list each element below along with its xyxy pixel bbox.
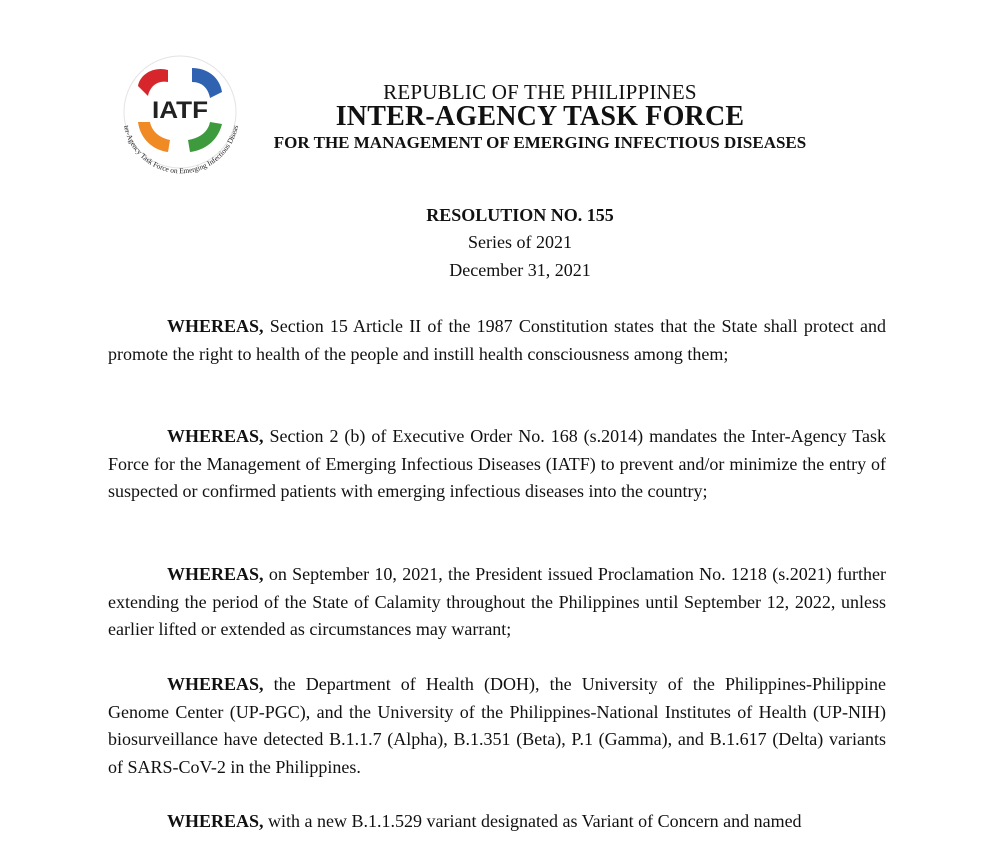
whereas-lead: WHEREAS, — [167, 811, 264, 831]
resolution-date: December 31, 2021 — [449, 260, 591, 280]
paragraph-text: the Department of Health (DOH), the University of the Philippines-Philippine Genome Center (UP-PGC), and the University of the Philippines-National Institutes of Health (UP-NIH) biosurveillance have detected B.1.1.7 (Alpha), B.1.351 (Beta), P.1 (Gamma), and B.1.617 (Delta) variants of SARS-CoV-2 in the Philippines. — [108, 674, 886, 777]
resolution-title: RESOLUTION NO. 155 — [426, 205, 614, 225]
header-management: FOR THE MANAGEMENT OF EMERGING INFECTIOUS DISEASES — [273, 133, 807, 152]
paragraph-text: Section 2 (b) of Executive Order No. 168 (s.2014) mandates the Inter-Agency Task Force for the Management of Emerging Infectious Diseases (IATF) to prevent and/or minimize the entry of suspected or confirmed patients with emerging infectious diseases into the country; — [108, 426, 886, 502]
whereas-lead: WHEREAS, — [167, 426, 264, 446]
iatf-logo — [110, 52, 250, 178]
whereas-paragraph — [108, 808, 886, 836]
header-republic: REPUBLIC OF THE PHILIPPINES — [383, 80, 697, 104]
whereas-paragraph — [108, 561, 886, 644]
header-task-force: INTER-AGENCY TASK FORCE — [335, 101, 745, 132]
paragraph-text: Section 15 Article II of the 1987 Constitution states that the State shall protect and promote the right to health of the people and instill health consciousness among them; — [108, 316, 886, 364]
whereas-lead: WHEREAS, — [167, 674, 264, 694]
whereas-paragraph — [108, 313, 886, 368]
whereas-lead: WHEREAS, — [167, 564, 264, 584]
logo-acronym: IATF — [152, 97, 208, 124]
logo-ring-text: ter-Agency Task Force on Emerging Infectious Diseas — [122, 124, 241, 176]
paragraph-text: on September 10, 2021, the President issued Proclamation No. 1218 (s.2021) further extending the period of the State of Calamity throughout the Philippines until September 12, 2022, unless earlier lifted or extended as circumstances may warrant; — [108, 564, 886, 640]
whereas-lead: WHEREAS, — [167, 316, 264, 336]
resolution-series: Series of 2021 — [468, 232, 572, 252]
paragraph-text: with a new B.1.1.529 variant designated as Variant of Concern and named — [263, 811, 802, 831]
whereas-paragraph — [108, 671, 886, 781]
whereas-paragraph — [108, 423, 886, 506]
